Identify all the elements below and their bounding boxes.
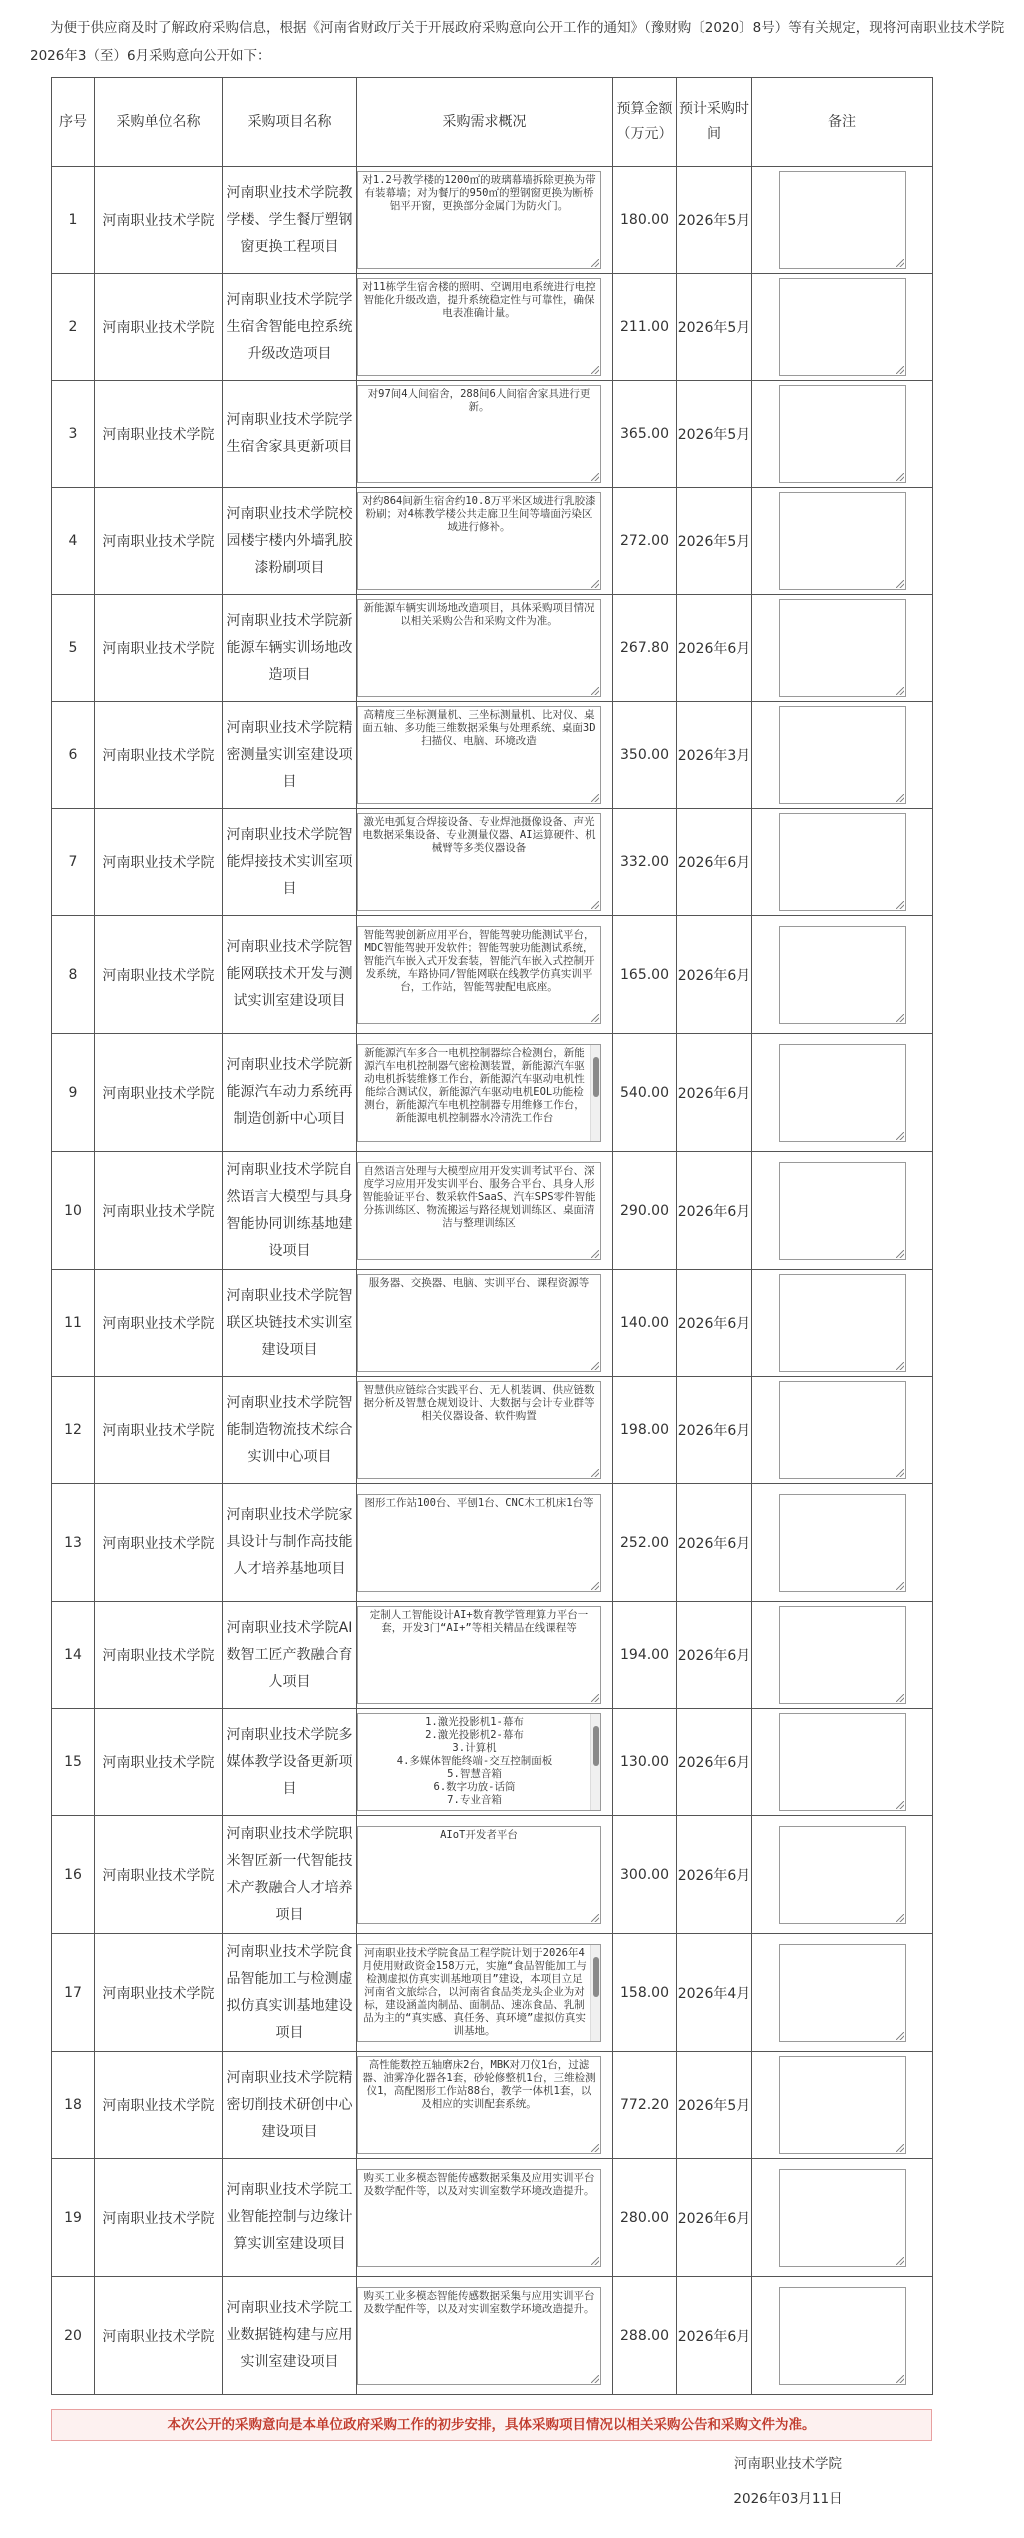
cell-desc	[357, 2277, 613, 2395]
cell-time: 2026年4月	[677, 1934, 752, 2052]
cell-note	[752, 1270, 933, 1377]
header-no: 序号	[52, 78, 95, 167]
note-textarea[interactable]	[779, 2056, 906, 2154]
cell-no: 15	[52, 1709, 95, 1816]
desc-textarea[interactable]	[357, 926, 601, 1024]
desc-text: 高精度三坐标测量机、三坐标测量机、比对仪、桌面五轴、多功能三维数据采集与处理系统、桌面3D扫描仪、电脑、环境改造	[362, 709, 596, 747]
procurement-table	[51, 77, 933, 2395]
cell-desc	[357, 381, 613, 488]
resize-grip-icon[interactable]	[896, 901, 904, 909]
cell-no: 7	[52, 809, 95, 916]
cell-desc	[357, 916, 613, 1034]
cell-note	[752, 2159, 933, 2277]
cell-desc	[357, 1034, 613, 1152]
resize-grip-icon[interactable]	[591, 1914, 599, 1922]
cell-unit: 河南职业技术学院	[95, 381, 223, 488]
note-textarea[interactable]	[779, 1494, 906, 1592]
cell-budget: 540.00	[613, 1034, 677, 1152]
note-textarea[interactable]	[779, 385, 906, 483]
cell-unit: 河南职业技术学院	[95, 1034, 223, 1152]
cell-note	[752, 1602, 933, 1709]
resize-grip-icon[interactable]	[591, 1250, 599, 1258]
desc-textarea[interactable]	[357, 1606, 601, 1704]
table-row	[52, 809, 933, 916]
resize-grip-icon[interactable]	[896, 1694, 904, 1702]
cell-budget: 140.00	[613, 1270, 677, 1377]
desc-text: 购买工业多模态智能传感数据采集及应用实训平台及数学配件等，以及对实训室数学环境改造提升。	[363, 2171, 595, 2197]
cell-project: 河南职业技术学院工业数据链构建与应用实训室建设项目	[223, 2277, 357, 2395]
cell-no: 5	[52, 595, 95, 702]
cell-project: 河南职业技术学院学生宿舍智能电控系统升级改造项目	[223, 274, 357, 381]
resize-grip-icon[interactable]	[591, 901, 599, 909]
cell-time: 2026年5月	[677, 381, 752, 488]
cell-note	[752, 1934, 933, 2052]
cell-unit: 河南职业技术学院	[95, 488, 223, 595]
scrollbar-thumb[interactable]	[593, 1057, 599, 1097]
desc-textarea[interactable]	[357, 278, 601, 376]
resize-grip-icon[interactable]	[591, 1582, 599, 1590]
desc-text: 新能源车辆实训场地改造项目，具体采购项目情况以相关采购公告和采购文件为准。	[363, 602, 595, 627]
note-textarea[interactable]	[779, 1944, 906, 2042]
cell-budget: 158.00	[613, 1934, 677, 2052]
desc-textarea[interactable]	[357, 2287, 601, 2385]
cell-desc	[357, 488, 613, 595]
table-row	[52, 1377, 933, 1484]
cell-budget: 290.00	[613, 1152, 677, 1270]
resize-grip-icon[interactable]	[591, 2375, 599, 2383]
cell-unit: 河南职业技术学院	[95, 1270, 223, 1377]
desc-text: 1.激光投影机1-幕布 2.激光投影机2-幕布 3.计算机 4.多媒体智能终端-交互控制面板 5.智慧音箱 6.数字功放-话筒 7.专业音箱	[396, 1716, 553, 1806]
desc-text: 图形工作站100台、平刨1台、CNC木工机床1台等	[364, 1496, 594, 1509]
table-row	[52, 1034, 933, 1152]
resize-grip-icon[interactable]	[896, 794, 904, 802]
cell-budget: 165.00	[613, 916, 677, 1034]
note-textarea[interactable]	[779, 1826, 906, 1924]
cell-unit: 河南职业技术学院	[95, 916, 223, 1034]
cell-budget: 272.00	[613, 488, 677, 595]
cell-note	[752, 2052, 933, 2159]
desc-text: 对约864间新生宿舍约10.8万平米区域进行乳胶漆粉刷；对4栋教学楼公共走廊卫生间等墙面污染区域进行修补。	[362, 495, 596, 533]
cell-time: 2026年6月	[677, 2277, 752, 2395]
cell-time: 2026年5月	[677, 167, 752, 274]
cell-budget: 288.00	[613, 2277, 677, 2395]
table-row	[52, 1602, 933, 1709]
cell-desc	[357, 1152, 613, 1270]
cell-note	[752, 1816, 933, 1934]
desc-textarea[interactable]	[357, 1494, 601, 1592]
desc-textarea[interactable]	[357, 385, 601, 483]
resize-grip-icon[interactable]	[591, 1362, 599, 1370]
cell-project: 河南职业技术学院新能源车辆实训场地改造项目	[223, 595, 357, 702]
header-unit: 采购单位名称	[95, 78, 223, 167]
resize-grip-icon[interactable]	[591, 473, 599, 481]
cell-budget: 194.00	[613, 1602, 677, 1709]
note-textarea[interactable]	[779, 1381, 906, 1479]
desc-textarea[interactable]	[357, 706, 601, 804]
resize-grip-icon[interactable]	[896, 2032, 904, 2040]
cell-project: 河南职业技术学院校园楼宇楼内外墙乳胶漆粉刷项目	[223, 488, 357, 595]
cell-budget: 180.00	[613, 167, 677, 274]
cell-budget: 267.80	[613, 595, 677, 702]
desc-text: 新能源汽车多合一电机控制器综合检测台，新能源汽车电机控制器气密检测装置，新能源汽车驱动电机拆装维修工作台，新能源汽车驱动电机性能综合测试仪，新能源汽车驱动电机EOL功能检测台，新能源汽车电机控制器专用维修工作台，新能源电机控制器水冷清洗工作台	[364, 1046, 585, 1124]
desc-textarea[interactable]	[357, 492, 601, 590]
cell-note	[752, 916, 933, 1034]
cell-note	[752, 1709, 933, 1816]
resize-grip-icon[interactable]	[896, 1469, 904, 1477]
cell-unit: 河南职业技术学院	[95, 1484, 223, 1602]
signature-org: 河南职业技术学院	[734, 2456, 842, 2472]
scrollbar-thumb[interactable]	[593, 1957, 599, 1997]
table-row	[52, 488, 933, 595]
desc-text: 购买工业多模态智能传感数据采集与应用实训平台及数学配件等，以及对实训室数学环境改造提升。	[363, 2289, 595, 2315]
cell-budget: 365.00	[613, 381, 677, 488]
cell-time: 2026年6月	[677, 916, 752, 1034]
cell-time: 2026年5月	[677, 2052, 752, 2159]
cell-no: 18	[52, 2052, 95, 2159]
cell-project: 河南职业技术学院工业智能控制与边缘计算实训室建设项目	[223, 2159, 357, 2277]
cell-desc	[357, 1816, 613, 1934]
header-project: 采购项目名称	[223, 78, 357, 167]
cell-time: 2026年6月	[677, 1709, 752, 1816]
table-row	[52, 916, 933, 1034]
cell-desc	[357, 1709, 613, 1816]
cell-time: 2026年6月	[677, 809, 752, 916]
cell-no: 1	[52, 167, 95, 274]
resize-grip-icon[interactable]	[896, 259, 904, 267]
desc-text: 高性能数控五轴磨床2台，MBK对刀仪1台，过滤器、油雾净化器各1套，砂轮修整机1台，三维检测仪1，高配图形工作站88台，教学一体机1套，以及相应的实训配套系统。	[362, 2059, 596, 2110]
resize-grip-icon[interactable]	[896, 1014, 904, 1022]
resize-grip-icon[interactable]	[591, 687, 599, 695]
note-textarea[interactable]	[779, 1274, 906, 1372]
cell-project: 河南职业技术学院家具设计与制作高技能人才培养基地项目	[223, 1484, 357, 1602]
desc-text: 智能驾驶创新应用平台，智能驾驶功能测试平台，MDC智能驾驶开发软件；智能驾驶功能测试系统，智能汽车嵌入式开发套装，智能汽车嵌入式控制开发系统，车路协同/智能网联在线教学仿真实训平台，工作站，智能驾驶配电底座。	[363, 928, 595, 993]
cell-note	[752, 809, 933, 916]
cell-no: 16	[52, 1816, 95, 1934]
cell-time: 2026年5月	[677, 274, 752, 381]
note-textarea[interactable]	[779, 171, 906, 269]
textarea-scrollbar[interactable]	[590, 1714, 600, 1810]
desc-textarea[interactable]	[357, 1381, 601, 1479]
note-textarea[interactable]	[779, 599, 906, 697]
desc-text: 河南职业技术学院食品工程学院计划于2026年4月使用财政资金158万元，实施“食品智能加工与检测虚拟仿真实训基地项目”建设，本项目立足河南省文旅综合，以河南省食品类龙头企业为对标，建设涵盖肉制品、面制品、速冻食品、乳制品为主的“真实感、真任务、真环境”虚拟仿真实训基地。	[362, 1946, 587, 2037]
note-textarea[interactable]	[779, 1606, 906, 1704]
resize-grip-icon[interactable]	[591, 2257, 599, 2265]
cell-note	[752, 595, 933, 702]
cell-desc	[357, 1377, 613, 1484]
note-textarea[interactable]	[779, 2169, 906, 2267]
desc-textarea[interactable]	[357, 599, 601, 697]
cell-budget: 130.00	[613, 1709, 677, 1816]
resize-grip-icon[interactable]	[896, 366, 904, 374]
table-row	[52, 1709, 933, 1816]
cell-project: 河南职业技术学院精密切削技术研创中心建设项目	[223, 2052, 357, 2159]
cell-budget: 772.20	[613, 2052, 677, 2159]
cell-desc	[357, 1270, 613, 1377]
cell-no: 10	[52, 1152, 95, 1270]
resize-grip-icon[interactable]	[896, 1914, 904, 1922]
cell-project: 河南职业技术学院多媒体教学设备更新项目	[223, 1709, 357, 1816]
resize-grip-icon[interactable]	[896, 1362, 904, 1370]
resize-grip-icon[interactable]	[896, 580, 904, 588]
cell-time: 2026年6月	[677, 1152, 752, 1270]
resize-grip-icon[interactable]	[896, 473, 904, 481]
desc-textarea[interactable]	[357, 1162, 601, 1260]
desc-text: 智慧供应链综合实践平台、无人机装调、供应链数据分析及智慧仓规划设计、大数据与会计专业群等相关仪器设备、软件购置	[363, 1384, 595, 1422]
intro-paragraph: 为便于供应商及时了解政府采购信息，根据《河南省财政厅关于开展政府采购意向公开工作的通知》（豫财购〔2020〕8号）等有关规定，现将河南职业技术学院 2026年3（至）6月采购意向公开如下：	[30, 20, 1005, 64]
resize-grip-icon[interactable]	[896, 2375, 904, 2383]
cell-note	[752, 381, 933, 488]
cell-no: 6	[52, 702, 95, 809]
cell-time: 2026年6月	[677, 1270, 752, 1377]
desc-textarea[interactable]	[357, 813, 601, 911]
cell-no: 17	[52, 1934, 95, 2052]
note-textarea[interactable]	[779, 278, 906, 376]
table-row	[52, 1270, 933, 1377]
cell-project: 河南职业技术学院智能焊接技术实训室项目	[223, 809, 357, 916]
cell-project: 河南职业技术学院智联区块链技术实训室建设项目	[223, 1270, 357, 1377]
cell-note	[752, 488, 933, 595]
cell-project: 河南职业技术学院AI数智工匠产教融合育人项目	[223, 1602, 357, 1709]
desc-textarea[interactable]	[357, 2056, 601, 2154]
resize-grip-icon[interactable]	[896, 2144, 904, 2152]
cell-budget: 280.00	[613, 2159, 677, 2277]
resize-grip-icon[interactable]	[591, 2144, 599, 2152]
cell-note	[752, 702, 933, 809]
cell-desc	[357, 2052, 613, 2159]
cell-unit: 河南职业技术学院	[95, 1377, 223, 1484]
cell-no: 9	[52, 1034, 95, 1152]
cell-project: 河南职业技术学院自然语言大模型与具身智能协同训练基地建设项目	[223, 1152, 357, 1270]
cell-note	[752, 1034, 933, 1152]
table-row	[52, 2052, 933, 2159]
desc-text: 服务器、交换器、电脑、实训平台、课程资源等	[368, 1277, 590, 1289]
table-row	[52, 595, 933, 702]
cell-unit: 河南职业技术学院	[95, 1709, 223, 1816]
desc-textarea[interactable]	[357, 2169, 601, 2267]
cell-note	[752, 2277, 933, 2395]
cell-no: 14	[52, 1602, 95, 1709]
desc-text: 对1.2号教学楼的1200㎡的玻璃幕墙拆除更换为带有装幕墙；对为餐厅的950㎡的塑钢窗更换为断桥铝平开窗，更换部分金属门为防火门。	[362, 174, 596, 212]
cell-no: 4	[52, 488, 95, 595]
header-time: 预计采购时间	[677, 78, 752, 167]
resize-grip-icon[interactable]	[591, 1694, 599, 1702]
header-budget: 预算金额（万元）	[613, 78, 677, 167]
desc-textarea[interactable]	[357, 1044, 601, 1142]
table-row	[52, 167, 933, 274]
note-textarea[interactable]	[779, 706, 906, 804]
cell-note	[752, 274, 933, 381]
resize-grip-icon[interactable]	[896, 687, 904, 695]
resize-grip-icon[interactable]	[896, 1801, 904, 1809]
table-row	[52, 1152, 933, 1270]
cell-unit: 河南职业技术学院	[95, 809, 223, 916]
cell-desc	[357, 274, 613, 381]
resize-grip-icon[interactable]	[896, 1250, 904, 1258]
desc-text: 对11栋学生宿舍楼的照明、空调用电系统进行电控智能化升级改造，提升系统稳定性与可靠性，确保电表准确计量。	[362, 281, 596, 319]
cell-time: 2026年6月	[677, 1602, 752, 1709]
table-row	[52, 702, 933, 809]
scrollbar-thumb[interactable]	[593, 1726, 599, 1766]
table-row	[52, 1816, 933, 1934]
cell-desc	[357, 1934, 613, 2052]
cell-project: 河南职业技术学院职米智匠新一代智能技术产教融合人才培养项目	[223, 1816, 357, 1934]
cell-desc	[357, 1484, 613, 1602]
desc-text: 激光电弧复合焊接设备、专业焊池摄像设备、声光电数据采集设备、专业测量仪器、AI运算硬件、机械臂等多类仪器设备	[362, 816, 596, 854]
resize-grip-icon[interactable]	[591, 366, 599, 374]
cell-project: 河南职业技术学院精密测量实训室建设项目	[223, 702, 357, 809]
cell-unit: 河南职业技术学院	[95, 1934, 223, 2052]
textarea-scrollbar[interactable]	[590, 1945, 600, 2041]
note-textarea[interactable]	[779, 813, 906, 911]
cell-desc	[357, 595, 613, 702]
cell-budget: 300.00	[613, 1816, 677, 1934]
resize-grip-icon[interactable]	[591, 1014, 599, 1022]
table-row	[52, 274, 933, 381]
cell-project: 河南职业技术学院智能制造物流技术综合实训中心项目	[223, 1377, 357, 1484]
cell-time: 2026年6月	[677, 1034, 752, 1152]
table-row	[52, 2277, 933, 2395]
note-textarea[interactable]	[779, 1162, 906, 1260]
desc-textarea[interactable]	[357, 1713, 601, 1811]
cell-note	[752, 167, 933, 274]
cell-desc	[357, 167, 613, 274]
cell-project: 河南职业技术学院食品智能加工与检测虚拟仿真实训基地建设项目	[223, 1934, 357, 2052]
cell-no: 3	[52, 381, 95, 488]
cell-no: 2	[52, 274, 95, 381]
cell-budget: 198.00	[613, 1377, 677, 1484]
cell-time: 2026年6月	[677, 595, 752, 702]
note-textarea[interactable]	[779, 1713, 906, 1811]
desc-text: AIoT开发者平台	[440, 1828, 518, 1841]
cell-desc	[357, 809, 613, 916]
cell-budget: 350.00	[613, 702, 677, 809]
cell-time: 2026年3月	[677, 702, 752, 809]
table-row	[52, 1934, 933, 2052]
cell-time: 2026年6月	[677, 1484, 752, 1602]
table-row	[52, 381, 933, 488]
cell-unit: 河南职业技术学院	[95, 2277, 223, 2395]
cell-budget: 332.00	[613, 809, 677, 916]
note-textarea[interactable]	[779, 2287, 906, 2385]
desc-text: 对97间4人间宿舍，288间6人间宿舍家具进行更新。	[367, 388, 591, 413]
cell-time: 2026年5月	[677, 488, 752, 595]
note-textarea[interactable]	[779, 926, 906, 1024]
resize-grip-icon[interactable]	[591, 794, 599, 802]
table-row	[52, 1484, 933, 1602]
cell-unit: 河南职业技术学院	[95, 2159, 223, 2277]
cell-unit: 河南职业技术学院	[95, 1152, 223, 1270]
cell-budget: 211.00	[613, 274, 677, 381]
resize-grip-icon[interactable]	[591, 259, 599, 267]
header-desc: 采购需求概况	[357, 78, 613, 167]
desc-text: 定制人工智能设计AI+数育教学管理算力平台一套，开发3门“AI+”等相关精品在线课程等	[369, 1609, 589, 1634]
desc-textarea[interactable]	[357, 1826, 601, 1924]
desc-textarea[interactable]	[357, 1274, 601, 1372]
desc-textarea[interactable]	[357, 1944, 601, 2042]
cell-unit: 河南职业技术学院	[95, 2052, 223, 2159]
cell-desc	[357, 702, 613, 809]
cell-note	[752, 1377, 933, 1484]
cell-note	[752, 1484, 933, 1602]
cell-note	[752, 1152, 933, 1270]
header-note: 备注	[752, 78, 933, 167]
cell-budget: 252.00	[613, 1484, 677, 1602]
resize-grip-icon[interactable]	[896, 2257, 904, 2265]
cell-project: 河南职业技术学院新能源汽车动力系统再制造创新中心项目	[223, 1034, 357, 1152]
cell-unit: 河南职业技术学院	[95, 274, 223, 381]
cell-no: 20	[52, 2277, 95, 2395]
signature-date: 2026年03月11日	[733, 2491, 843, 2507]
cell-unit: 河南职业技术学院	[95, 1816, 223, 1934]
resize-grip-icon[interactable]	[591, 580, 599, 588]
resize-grip-icon[interactable]	[591, 1469, 599, 1477]
table-header-row	[52, 78, 933, 167]
resize-grip-icon[interactable]	[896, 1582, 904, 1590]
cell-time: 2026年6月	[677, 1377, 752, 1484]
cell-no: 12	[52, 1377, 95, 1484]
textarea-scrollbar[interactable]	[590, 1045, 600, 1141]
cell-desc	[357, 1602, 613, 1709]
cell-unit: 河南职业技术学院	[95, 702, 223, 809]
desc-textarea[interactable]	[357, 171, 601, 269]
cell-time: 2026年6月	[677, 2159, 752, 2277]
cell-project: 河南职业技术学院教学楼、学生餐厅塑钢窗更换工程项目	[223, 167, 357, 274]
resize-grip-icon[interactable]	[896, 1132, 904, 1140]
note-textarea[interactable]	[779, 1044, 906, 1142]
cell-no: 11	[52, 1270, 95, 1377]
table-row	[52, 2159, 933, 2277]
cell-time: 2026年6月	[677, 1816, 752, 1934]
cell-unit: 河南职业技术学院	[95, 1602, 223, 1709]
cell-project: 河南职业技术学院学生宿舍家具更新项目	[223, 381, 357, 488]
disclaimer-notice: 本次公开的采购意向是本单位政府采购工作的初步安排，具体采购项目情况以相关采购公告和采购文件为准。	[51, 2409, 932, 2441]
cell-no: 8	[52, 916, 95, 1034]
cell-project: 河南职业技术学院智能网联技术开发与测试实训室建设项目	[223, 916, 357, 1034]
note-textarea[interactable]	[779, 492, 906, 590]
cell-desc	[357, 2159, 613, 2277]
cell-no: 19	[52, 2159, 95, 2277]
cell-unit: 河南职业技术学院	[95, 595, 223, 702]
cell-unit: 河南职业技术学院	[95, 167, 223, 274]
desc-text: 自然语言处理与大模型应用开发实训考试平台、深度学习应用开发实训平台、服务合平台、具身人形智能验证平台、数采软件SaaS、汽车SPS零件智能分拣训练区、物流搬运与路径规划训练区、桌面清洁与整理训练区	[362, 1164, 596, 1229]
cell-no: 13	[52, 1484, 95, 1602]
